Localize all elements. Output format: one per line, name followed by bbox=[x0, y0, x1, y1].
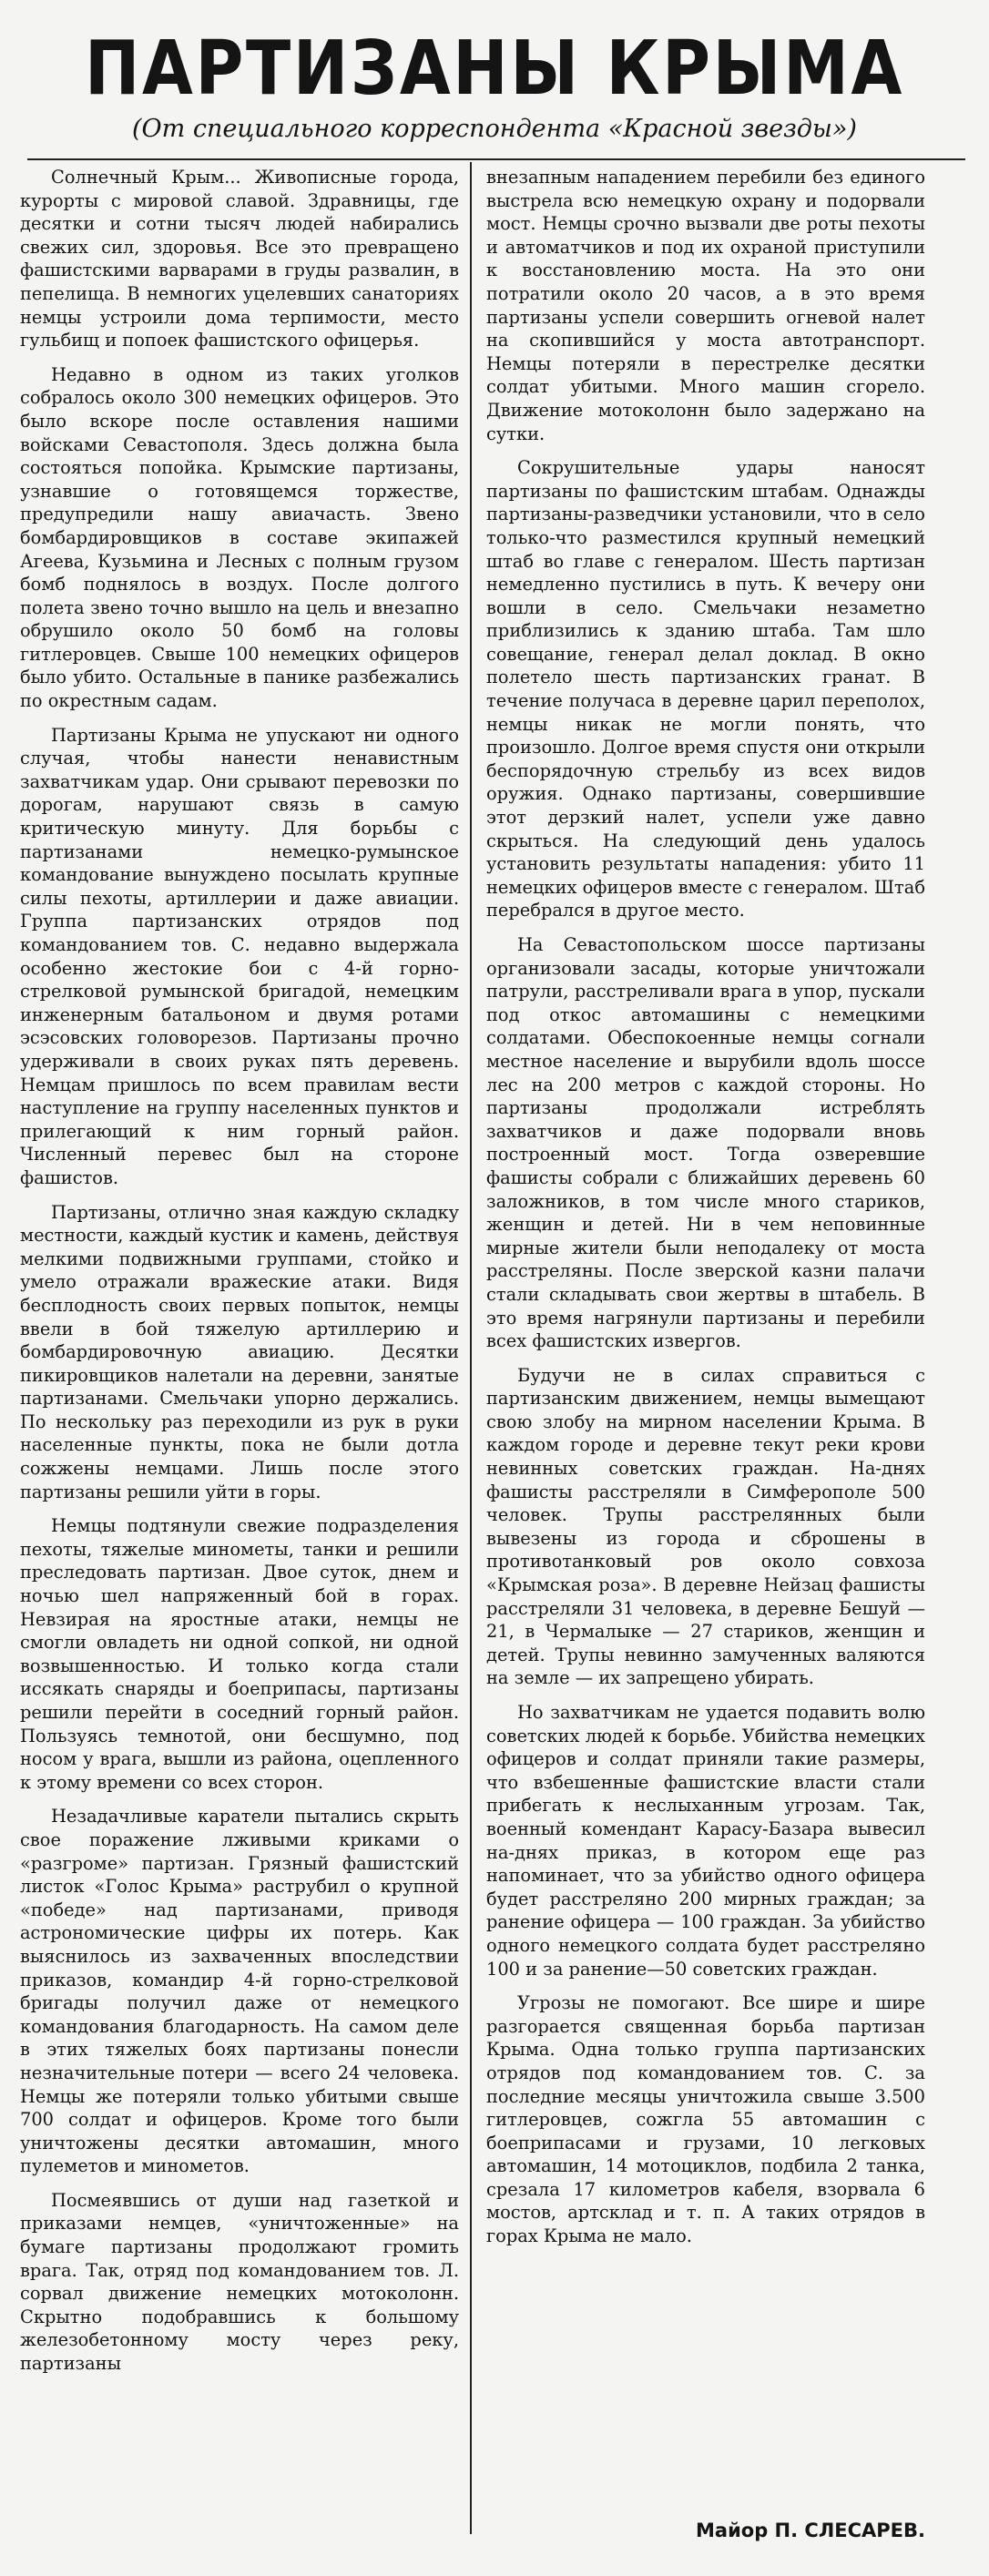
subtitle: (От специального корреспондента «Красной звезды») bbox=[132, 115, 857, 143]
right-column bbox=[486, 166, 925, 2259]
paragraph: Но захватчикам не удается подавить волю советских людей к борьбе. Убийства немецких офицеров и солдат приняли такие размеры, что взбешенные фашистские власти стали прибегать к неслыханным угрозам. Так, военный комендант Карасу-Базара вывесил на-днях приказ, в котором еще раз напоминает, что за убийство одного офицера будет расстреляно 200 мирных граждан; за ранение офицера — 100 граждан. За убийство одного немецкого солдата будет расстреляно 100 и за ранение—50 советских граждан. bbox=[486, 1702, 925, 1980]
column-divider bbox=[470, 162, 472, 2534]
paragraph: Посмеявшись от души над газеткой и приказами немцев, «уничтоженные» на бумаге партизаны продолжают громить врага. Так, отряд под командованием тов. Л. сорвал движение немецких мотоколонн. Скрытно подобравшись к большому железобетонному мосту через реку, партизаны bbox=[20, 2189, 459, 2375]
paragraph: На Севастопольском шоссе партизаны организовали засады, которые уничтожали патрули, расстреливали врага в упор, пускали под откос автомашины с немецкими солдатами. Обеспокоенные немцы согнали местное население и вырубили вдоль шоссе лес на 200 метров с каждой стороны. Но партизаны продолжали истреблять захватчиков и даже подорвали вновь построенный мост. Тогда озверевшие фашисты собрали с ближайших деревень 60 заложников, в том числе много стариков, женщин и детей. Ни в чем неповинные мирные жители были неподалеку от моста расстреляны. После зверской казни палачи стали складывать свои жертвы в штабель. В это время нагрянули партизаны и перебили всех фашистских извергов. bbox=[486, 934, 925, 1352]
headline: ПАРТИЗАНЫ КРЫМА bbox=[84, 25, 905, 112]
top-rule bbox=[27, 158, 965, 160]
author-signature: Майор П. СЛЕСАРЕВ. bbox=[696, 2520, 925, 2541]
paragraph: Немцы подтянули свежие подразделения пехоты, тяжелые минометы, танки и решили преследовать партизан. Двое суток, днем и ночью шел напряженный бой в горах. Невзирая на яростные атаки, немцы не смогли овладеть ни одной сопкой, ни одной возвышенностью. И только когда стали иссякать снаряды и боеприпасы, партизаны решили перейти в соседний горный район. Пользуясь темнотой, они бесшумно, под носом у врага, вышли из района, оцепленного к этому времени со всех сторон. bbox=[20, 1515, 459, 1793]
left-column bbox=[20, 166, 459, 2385]
paragraph: внезапным нападением перебили без единого выстрела всю немецкую охрану и подорвали мост. Немцы срочно вызвали две роты пехоты и автоматчиков и под их охраной приступили к восстановлению моста. На это они потратили около 20 часов, а в это время партизаны успели совершить огневой налет на скопившийся у моста автотранспорт. Немцы потеряли в перестрелке десятки солдат убитыми. Много машин сгорело. Движение мотоколонн было задержано на сутки. bbox=[486, 167, 925, 444]
paragraph: Партизаны Крыма не упускают ни одного случая, чтобы нанести ненавистным захватчикам удар. Они срывают перевозки по дорогам, нарушают связь в самую критическую минуту. Для борьбы с партизанами немецко-румынское командование вынуждено посылать крупные силы пехоты, артиллерии и даже авиации. Группа партизанских отрядов под командованием тов. С. недавно выдержала особенно жестокие бои с 4-й горно-стрелковой румынской бригадой, немецким инженерным батальоном и двумя ротами эсэсовских головорезов. Партизаны прочно удерживали в своих руках пять деревень. Немцам пришлось по всем правилам вести наступление на группу населенных пунктов и прилегающий к ним горный район. Численный перевес был на стороне фашистов. bbox=[20, 724, 459, 1188]
paragraph: Солнечный Крым... Живописные города, курорты с мировой славой. Здравницы, где десятки и сотни тысяч людей набирались свежих сил, здоровья. Все это превращено фашистскими варварами в груды развалин, в пепелища. В немногих уцелевших санаториях немцы устроили дома терпимости, место гульбищ и попоек фашистского офицерья. bbox=[20, 167, 459, 351]
paragraph: Недавно в одном из таких уголков собралось около 300 немецких офицеров. Это было вскоре после оставления нашими войсками Севастополя. Здесь должна была состояться попойка. Крымские партизаны, узнавшие о готовящемся торжестве, предупредили нашу авиачасть. Звено бомбардировщиков в составе экипажей Агеева, Кузьмина и Лесных с полным грузом бомб поднялось в воздух. После долгого полета звено точно вышло на цель и внезапно обрушило около 50 бомб на головы гитлеровцев. Свыше 100 немецких офицеров было убито. Остальные в панике разбежались по окрестным садам. bbox=[20, 363, 459, 712]
paragraph: Угрозы не помогают. Все шире и шире разгорается священная борьба партизан Крыма. Одна только группа партизанских отрядов под командованием тов. С. за последние месяцы уничтожила свыше 3.500 гитлеровцев, сожгла 55 автомашин с боеприпасами и грузами, 10 легковых автомашин, 14 мотоциклов, подбила 2 танка, срезала 17 километров кабеля, взорвала 6 мостов, артсклад и т. п. А таких отрядов в горах Крыма не мало. bbox=[486, 1992, 925, 2247]
paragraph: Незадачливые каратели пытались скрыть свое поражение лживыми криками о «разгроме» партизан. Грязный фашистский листок «Голос Крыма» раструбил о крупной «победе» над партизанами, приводя астрономические цифры их потерь. Как выяснилось из захваченных впоследствии приказов, командир 4-й горно-стрелковой бригады получил даже от немецкого командования благодарность. На самом деле в этих тяжелых боях партизаны понесли незначительные потери — всего 24 человека. Немцы же потеряли только убитыми свыше 700 солдат и офицеров. Кроме того были уничтожены десятки автомашин, много пулеметов и минометов. bbox=[20, 1806, 459, 2177]
paragraph: Партизаны, отлично зная каждую складку местности, каждый кустик и камень, действуя мелкими подвижными группами, стойко и умело отражали вражеские атаки. Видя бесплодность своих первых попыток, немцы ввели в бой тяжелую артиллерию и бомбардировочную авиацию. Десятки пикировщиков налетали на деревни, занятые партизанами. Смельчаки упорно держались. По нескольку раз переходили из рук в руки населенные пункты, пока не были дотла сожжены немцами. Лишь после этого партизаны решили уйти в горы. bbox=[20, 1201, 459, 1502]
paragraph: Сокрушительные удары наносят партизаны по фашистским штабам. Однажды партизаны-разведчики установили, что в село только-что разместился крупный немецкий штаб во главе с генералом. Шесть партизан немедленно пустились в путь. К вечеру они вошли в село. Смельчаки незаметно приблизились к зданию штаба. Там шло совещание, генерал делал доклад. В окно полетело шесть партизанских гранат. В течение получаса в деревне царил переполох, немцы никак не могли понять, что произошло. Долгое время спустя они открыли беспорядочную стрельбу из всех видов оружия. Однако партизаны, совершившие этот дерзкий налет, успели уже давно скрыться. На следующий день удалось установить результаты нападения: убито 11 немецких офицеров вместе с генералом. Штаб перебрался в другое место. bbox=[486, 457, 925, 921]
paragraph: Будучи не в силах справиться с партизанским движением, немцы вымещают свою злобу на мирном населении Крыма. В каждом городе и деревне текут реки крови невинных советских граждан. На-днях фашисты расстреляли в Симферополе 500 человек. Трупы расстрелянных были вывезены из города и сброшены в противотанковый ров около совхоза «Крымская роза». В деревне Нейзац фашисты расстреляли 31 человека, в деревне Бешуй — 21, в Чермалыке — 27 стариков, женщин и детей. Трупы невинно замученных валяются на земле — их запрещено убирать. bbox=[486, 1364, 925, 1689]
